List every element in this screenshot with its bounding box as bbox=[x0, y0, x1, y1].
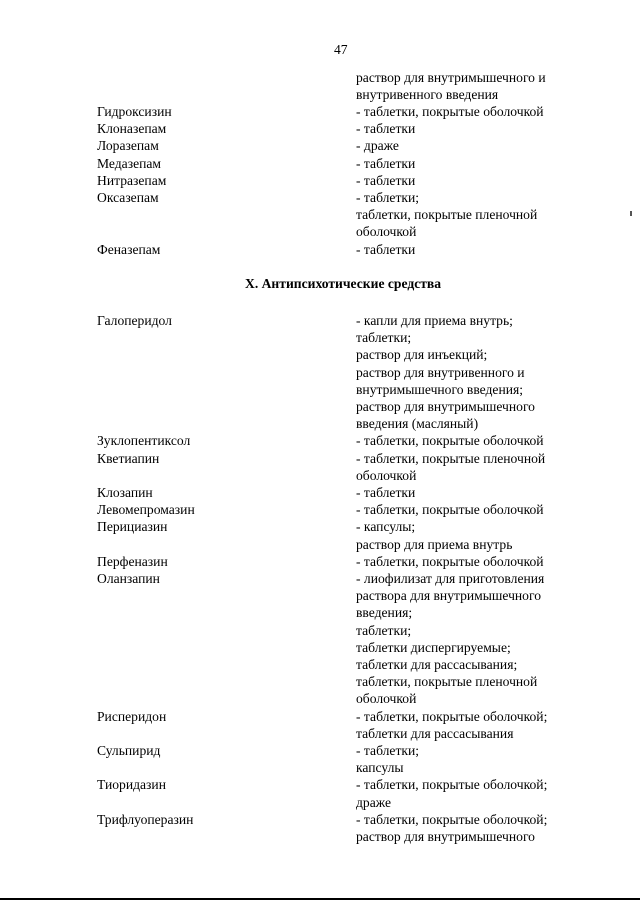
drug-name: Тиоридазин bbox=[97, 777, 166, 793]
dosage-form-line: таблетки, покрытые пленочной bbox=[356, 674, 538, 690]
drug-name: Медазепам bbox=[97, 155, 162, 171]
dosage-form-line: раствор для приема внутрь bbox=[356, 536, 513, 552]
section-heading: X. Антипсихотические средства bbox=[245, 276, 442, 291]
drug-name: Кветиапин bbox=[97, 450, 160, 466]
dosage-form-line: - таблетки bbox=[356, 241, 416, 257]
dosage-form-line: раствора для внутримышечного bbox=[356, 588, 542, 604]
dosage-form-line: оболочкой bbox=[356, 224, 417, 240]
dosage-form-line: таблетки, покрытые пленочной bbox=[356, 207, 538, 223]
dosage-form-line: - таблетки, покрытые оболочкой bbox=[356, 553, 544, 569]
drug-name: Клоназепам bbox=[97, 121, 167, 137]
page-bottom-edge bbox=[0, 898, 640, 900]
dosage-form-line: введения (масляный) bbox=[356, 416, 479, 432]
dosage-form-line: - капсулы; bbox=[356, 519, 416, 535]
scan-speck bbox=[630, 211, 632, 216]
drug-name: Клозапин bbox=[97, 485, 153, 500]
drug-name: Рисперидон bbox=[97, 708, 167, 724]
dosage-form-line: таблетки для рассасывания bbox=[356, 725, 514, 741]
drug-name: Сульпирид bbox=[97, 743, 161, 758]
dosage-form-line: драже bbox=[356, 794, 391, 810]
drug-name: Трифлуоперазин bbox=[97, 811, 194, 827]
dosage-form-line: раствор для инъекций; bbox=[356, 347, 488, 363]
drug-name: Лоразепам bbox=[97, 138, 159, 154]
drug-name: Нитразепам bbox=[97, 172, 167, 188]
dosage-form-line: таблетки; bbox=[356, 330, 412, 346]
dosage-form-line: таблетки диспергируемые; bbox=[356, 639, 511, 655]
dosage-form-line: - таблетки bbox=[356, 155, 416, 171]
continuation-line: раствор для внутримышечного и bbox=[356, 70, 546, 85]
dosage-form-line: - таблетки bbox=[356, 485, 416, 500]
dosage-form-line: - таблетки, покрытые оболочкой bbox=[356, 433, 544, 449]
page-number: 47 bbox=[334, 42, 348, 57]
dosage-form-line: - таблетки, покрытые пленочной bbox=[356, 450, 546, 466]
dosage-form-line: раствор для внутримышечного bbox=[356, 829, 535, 844]
dosage-form-line: - таблетки; bbox=[356, 743, 420, 758]
drug-name: Перициазин bbox=[97, 519, 168, 535]
drug-name: Оланзапин bbox=[97, 571, 160, 586]
dosage-form-line: раствор для внутримышечного bbox=[356, 399, 535, 414]
dosage-form-line: введения; bbox=[356, 605, 413, 621]
drug-name: Левомепромазин bbox=[97, 502, 195, 518]
dosage-form-line: - таблетки, покрытые оболочкой; bbox=[356, 811, 548, 827]
dosage-form-line: оболочкой bbox=[356, 467, 417, 483]
dosage-form-line: - драже bbox=[356, 138, 399, 154]
drug-name: Зуклопентиксол bbox=[97, 433, 191, 449]
drug-name: Феназепам bbox=[97, 241, 161, 257]
dosage-form-line: таблетки; bbox=[356, 622, 412, 638]
dosage-form-line: - таблетки; bbox=[356, 190, 420, 205]
drug-name: Гидроксизин bbox=[97, 104, 172, 119]
dosage-form-line: таблетки для рассасывания; bbox=[356, 657, 518, 672]
dosage-form-line: - таблетки, покрытые оболочкой; bbox=[356, 777, 548, 793]
drug-name: Галоперидол bbox=[97, 313, 172, 328]
continuation-line: внутривенного введения bbox=[356, 87, 499, 102]
dosage-form-line: оболочкой bbox=[356, 691, 417, 707]
drug-name: Оксазепам bbox=[97, 190, 159, 205]
dosage-form-line: капсулы bbox=[356, 760, 404, 776]
dosage-form-line: - таблетки, покрытые оболочкой; bbox=[356, 708, 548, 724]
dosage-form-line: - таблетки bbox=[356, 172, 416, 188]
drug-name: Перфеназин bbox=[97, 553, 168, 569]
dosage-form-line: раствор для внутривенного и bbox=[356, 364, 525, 380]
dosage-form-line: - капли для приема внутрь; bbox=[356, 313, 513, 328]
dosage-form-line: - таблетки, покрытые оболочкой bbox=[356, 104, 544, 119]
dosage-form-line: внутримышечного введения; bbox=[356, 381, 524, 397]
dosage-form-line: - таблетки, покрытые оболочкой bbox=[356, 502, 544, 518]
dosage-form-line: - лиофилизат для приготовления bbox=[356, 571, 545, 586]
dosage-form-line: - таблетки bbox=[356, 121, 416, 137]
